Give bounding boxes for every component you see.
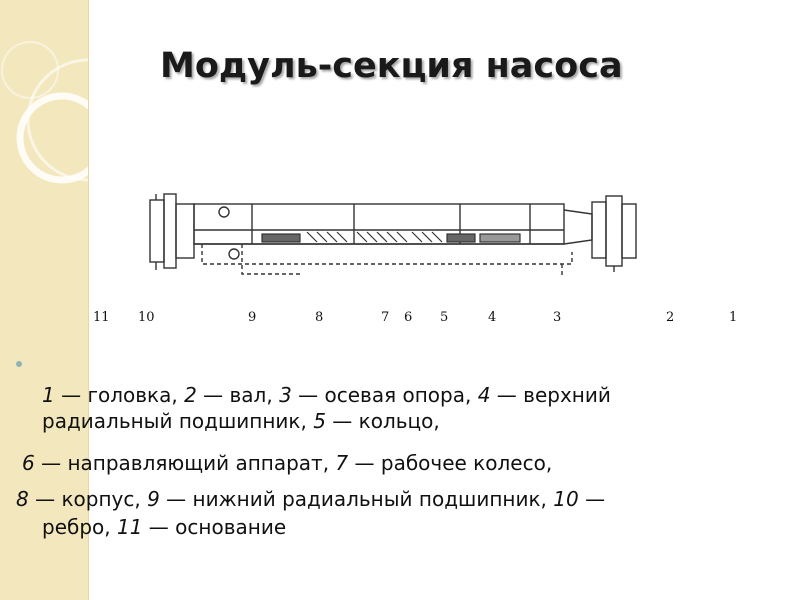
legend-text: — осевая опора, bbox=[291, 383, 478, 407]
legend-number: 2 bbox=[184, 383, 197, 407]
legend-text: — основание bbox=[142, 515, 287, 539]
legend-text: — направляющий аппарат, bbox=[34, 451, 336, 475]
legend-text: ребро, bbox=[42, 515, 117, 539]
legend-number: 8 bbox=[16, 487, 29, 511]
callout-5: 5 bbox=[440, 310, 449, 325]
legend-line-3 bbox=[22, 450, 552, 476]
legend-number: 1 bbox=[42, 383, 55, 407]
legend-text: — рабочее колесо, bbox=[348, 451, 553, 475]
slide-title: Модуль-секция насоса bbox=[160, 46, 623, 86]
legend-number: 4 bbox=[477, 383, 491, 407]
legend-number: 6 bbox=[22, 451, 35, 475]
legend-line-4 bbox=[16, 486, 605, 512]
callout-2: 2 bbox=[666, 310, 675, 325]
callout-8: 8 bbox=[315, 310, 324, 325]
legend-number: 7 bbox=[335, 451, 349, 475]
legend-text: — кольцо, bbox=[325, 409, 440, 433]
legend-text: — вал, bbox=[196, 383, 280, 407]
legend-text: — головка, bbox=[54, 383, 185, 407]
legend-number: 3 bbox=[279, 383, 292, 407]
legend-line-1 bbox=[42, 382, 611, 408]
callout-7: 7 bbox=[381, 310, 390, 325]
legend-number: 9 bbox=[147, 487, 160, 511]
legend-line-5 bbox=[42, 514, 286, 540]
callout-3: 3 bbox=[553, 310, 562, 325]
callout-4: 4 bbox=[488, 310, 497, 325]
legend-text: — верхний bbox=[490, 383, 611, 407]
legend-number: 11 bbox=[116, 515, 143, 539]
callout-9: 9 bbox=[248, 310, 257, 325]
bullet-point bbox=[16, 361, 22, 367]
legend-text: — корпус, bbox=[28, 487, 148, 511]
legend-number: 5 bbox=[313, 409, 326, 433]
legend-number: 10 bbox=[553, 487, 579, 511]
legend-line-2 bbox=[42, 408, 440, 434]
callout-10: 10 bbox=[138, 310, 155, 325]
callout-6: 6 bbox=[404, 310, 413, 325]
pump-section-drawing bbox=[142, 190, 662, 280]
legend-text: — bbox=[578, 487, 606, 511]
callout-1: 1 bbox=[729, 310, 738, 325]
legend-text: радиальный подшипник, bbox=[42, 409, 314, 433]
callout-11: 11 bbox=[93, 310, 110, 325]
legend-text: — нижний радиальный подшипник, bbox=[159, 487, 554, 511]
